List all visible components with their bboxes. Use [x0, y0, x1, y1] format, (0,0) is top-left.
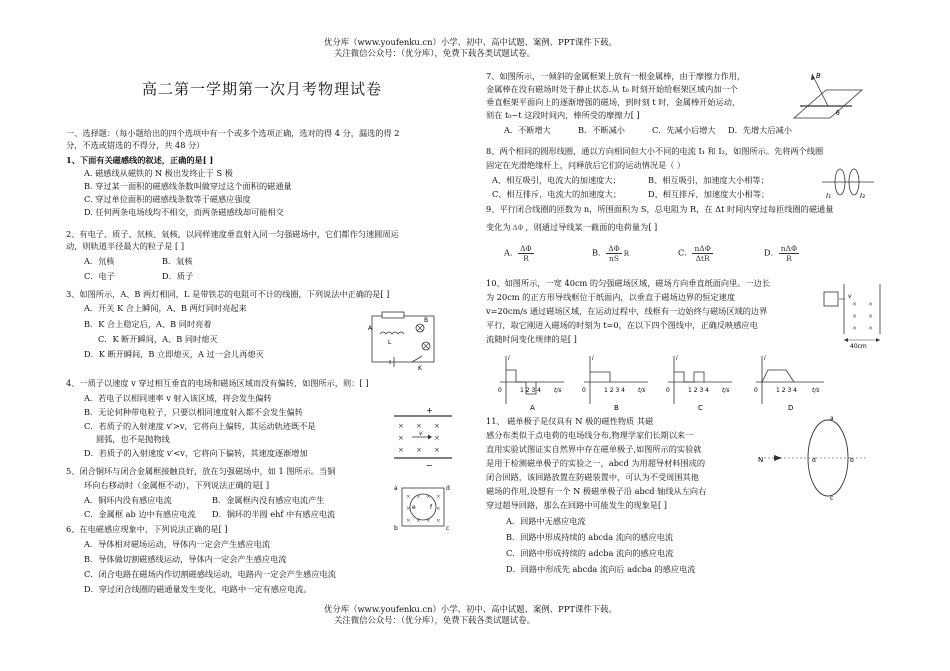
- q10-graph-a-i: i: [508, 355, 510, 362]
- q10-line-5: 流随时间变化规律的是[ ]: [486, 334, 577, 344]
- q4-fig-v: v: [419, 430, 423, 437]
- q11-fig-n: N: [758, 456, 764, 464]
- q9-line-1: 9、平行闭合线圈的匝数为 n，所围面积为 S，总电阻为 R，在 Δt 时间内穿过每匝线圈的磁通量: [486, 204, 834, 214]
- q8-option-b: B、相互吸引，加速度大小相等；: [648, 175, 769, 185]
- q2-option-b: B．氚核: [162, 256, 193, 266]
- svg-text:×: ×: [436, 494, 441, 500]
- q9-option-b-den: nS: [609, 254, 619, 263]
- q9-option-a-den: R: [523, 254, 529, 263]
- q3-option-a: A．开关 K 合上瞬间，A、B 两灯同时亮起来: [84, 303, 247, 313]
- q11-line-6: 磁场的作用,设想有一个 N 极磁单极子沿 abcd 轴线从左向右: [486, 486, 707, 496]
- q5-stem-1: 5、闭合铜环与闭合金属框接触良好，放在匀强磁场中，如 1 图所示。当铜: [66, 466, 336, 476]
- q11-option-b: B．回路中形成持续的 abcda 流向的感应电流: [506, 532, 674, 542]
- footer-line-2: 关注微信公众号：（优分库），免费下载各类试题试卷。: [334, 615, 535, 625]
- svg-text:×: ×: [434, 446, 440, 454]
- q6-option-b: B．导体做切割磁感线运动，导体内一定会产生感应电流: [84, 554, 287, 564]
- svg-text:×: ×: [852, 313, 858, 320]
- q2-option-d: D．质子: [162, 271, 194, 281]
- q11-line-2: 感分布类似于点电荷的电场线分布,物理学家们长期以来一: [486, 430, 694, 440]
- q8-line-2: 固定在光滑绝缘杆上，问释放后它们的运动情况是（ ）: [486, 160, 686, 170]
- q10-graph-c: [666, 355, 732, 412]
- q5-fig-d: d: [446, 485, 450, 492]
- q9-option-b-num: ΔΦ: [608, 244, 620, 253]
- q10-line-1: 10、如图所示，一宽 40cm 的匀强磁场区域，磁场方向垂直纸面向里。一边长: [486, 278, 771, 288]
- q7-option-c: C．先减小后增大: [652, 125, 716, 135]
- q6-option-c: C．闭合电路在磁场内作切割磁感线运动，电路内一定会产生感应电流: [84, 569, 336, 579]
- q3-option-c: C．K 断开瞬间，A、B 同时熄灭: [98, 334, 218, 344]
- page-title: 高二第一学期第一次月考物理试卷: [142, 80, 383, 98]
- q11-line-1: 11、 磁单极子是仅具有 N 极的磁性物质 其磁: [486, 416, 654, 426]
- q6-option-d: D．穿过闭合线圈的磁通量发生变化，电路中一定有感应电流。: [84, 584, 312, 594]
- q9-option-d-num: nΔΦ: [780, 244, 798, 253]
- q9-option-b-label: B．: [592, 247, 607, 258]
- q3-option-b: B．K 合上稳定后，A、B 同时亮着: [84, 319, 212, 329]
- q5-option-d: D．铜环的半圆 ehf 中有感应电流: [212, 509, 336, 519]
- q5-fig-f: f: [430, 504, 433, 511]
- q5-stem-2: 环向右移动时（金属框不动），下列说法正确的是[ ]: [84, 480, 270, 490]
- q10-graph-b-label: B: [614, 404, 619, 412]
- q4-fig-minus: −: [426, 461, 433, 470]
- q11-line-7: 穿过超导回路，那么在回路中可能发生的现象是[ ]: [486, 500, 667, 510]
- q10-graph-c-label: C: [698, 404, 703, 412]
- q5-fig-e: e: [412, 504, 416, 511]
- svg-text:×: ×: [852, 301, 858, 308]
- q8-option-d: D、相互排斥，加速度大小相等；: [648, 189, 770, 199]
- q3-stem: 3、如图所示，A、B 两灯相同，L 是带铁芯的电阻可不计的线圈，下列说法中正确的是[ ]: [66, 289, 390, 299]
- q9-delta-phi: ΔΦ: [512, 224, 524, 232]
- q11-loop-diagram: [756, 414, 872, 500]
- q10-graph-b-origin: 0: [582, 387, 586, 394]
- q10-graph-b-ticks: 1 2 3 4: [604, 387, 625, 394]
- q10-graph-a-ticks: 1 2 3 4: [520, 387, 541, 394]
- q5-option-a: A．铜环内没有感应电流: [84, 495, 172, 505]
- q2-stem-1: 2、有电子、质子、氘核、氚核，以同样速度垂直射入同一匀强磁场中，它们都作匀速圆周运: [66, 229, 399, 239]
- q7-fig-b: B: [816, 72, 821, 80]
- q9-option-a: [504, 244, 534, 263]
- q11-fig-a: a: [830, 415, 834, 422]
- svg-text:×: ×: [398, 434, 404, 442]
- q3-fig-label-l: L: [388, 339, 392, 346]
- q9-line-2-prefix: 变化为: [486, 222, 511, 232]
- q4-field-diagram: [392, 404, 454, 468]
- q10-field-diagram: [822, 284, 884, 350]
- q10-graph-d-t: t/s: [812, 387, 820, 394]
- svg-text:×: ×: [868, 313, 874, 320]
- q10-line-2: 为 20cm 的正方形导线框位于纸面内，以垂直于磁场边界的恒定速度: [486, 292, 736, 302]
- q8-coils-diagram: [820, 166, 876, 200]
- q5-ring-frame-diagram: [394, 480, 452, 532]
- q10-fig-v: v: [848, 293, 852, 300]
- q5-option-b: B．金属框内没有感应电流产生: [212, 495, 325, 505]
- q10-graph-d-ticks: 1 2 3 4: [776, 387, 797, 394]
- q5-fig-a: a: [394, 485, 398, 492]
- svg-text:×: ×: [406, 494, 411, 500]
- svg-text:×: ×: [868, 301, 874, 308]
- svg-text:×: ×: [436, 506, 441, 512]
- q8-fig-i2: I₂: [860, 192, 865, 200]
- q7-line-1: 7、如图所示，一倾斜的金属框架上放有一根金属棒，由于摩擦力作用，: [486, 71, 746, 81]
- svg-text:×: ×: [436, 518, 441, 524]
- q10-fig-width: 40cm: [850, 343, 867, 350]
- q11-line-5: 闭合回路，该回路放置在防磁装置中，可认为不受周围其他: [486, 472, 699, 482]
- q11-fig-b: b: [850, 457, 854, 464]
- q6-stem: 6、在电磁感应现象中，下列说法正确的是[ ]: [66, 524, 228, 534]
- q1-option-a: A. 磁感线从磁铁的 N 极出发终止于 S 极: [84, 168, 233, 178]
- q11-line-3: 直用实验试图证实自然界中存在磁单极子,如图所示的实验就: [486, 444, 702, 454]
- q9-option-c-label: C．: [678, 247, 693, 258]
- header-line-2: 关注微信公众号：（优分库），免费下载各类试题试卷。: [334, 48, 535, 58]
- svg-text:×: ×: [852, 325, 858, 332]
- svg-text:×: ×: [416, 494, 421, 500]
- svg-text:×: ×: [426, 494, 431, 500]
- q4-option-c-1: C．若质子的入射速度 v′>v，它将向上偏转，其运动轨迹既不是: [84, 421, 316, 431]
- q1-stem: 1、下面有关磁感线的叙述，正确的是[ ]: [66, 155, 214, 165]
- q2-option-a: A．氘核: [84, 256, 115, 266]
- svg-text:×: ×: [416, 422, 422, 430]
- q10-line-4: 平行，取它刚进入磁场的时刻为 t=0，在以下四个图线中，正确反映感应电: [486, 320, 758, 330]
- q4-stem: 4、一质子以速度 v 穿过相互垂直的电场和磁场区域而没有偏转，如图所示，则：[ ]: [66, 378, 369, 388]
- q1-option-c: C. 穿过单位面积的磁感线条数等于磁感应强度: [84, 194, 251, 204]
- q7-line-4: 则在 t₀~t 这段时间内，棒所受的摩擦力[ ]: [486, 110, 640, 120]
- svg-text:×: ×: [434, 422, 440, 430]
- q4-fig-plus: +: [426, 406, 433, 415]
- q10-graph-a-origin: 0: [498, 387, 502, 394]
- header-line-1: 优分库（www.youfenku.cn）小学、初中、高中试题、案例、PPT课件下载。: [324, 37, 617, 47]
- q3-fig-label-b: B: [424, 317, 429, 324]
- svg-text:×: ×: [416, 518, 421, 524]
- q2-option-c: C．电子: [84, 271, 115, 281]
- svg-text:×: ×: [416, 446, 422, 454]
- q6-option-a: A．导体相对磁场运动，导体内一定会产生感应电流: [84, 539, 271, 549]
- q2-stem-2: 动，则轨道半径最大的粒子是 [ ]: [66, 241, 185, 251]
- q11-fig-d: d: [812, 457, 816, 464]
- q9-option-c: [678, 244, 713, 263]
- footer-line-1: 优分库（www.youfenku.cn）小学、初中、高中试题、案例、PPT课件下载。: [324, 604, 617, 614]
- svg-text:×: ×: [398, 446, 404, 454]
- q8-line-1: 8、两个相同的圆形线圈，通以方向相同但大小不同的电流 I₁ 和 I₂，如图所示。先将两个线圈: [486, 146, 824, 156]
- q3-option-d: D．K 断开瞬间，B 立即熄灭，A 过一会儿再熄灭: [84, 349, 264, 359]
- q9-line-2: [486, 222, 657, 234]
- q10-graph-c-origin: 0: [666, 387, 670, 394]
- q5-fig-c: c: [446, 525, 450, 532]
- q10-graph-c-t: t/s: [722, 387, 730, 394]
- q11-option-d: D．回路中形成先 abcda 流向后 adcba 的感应电流: [506, 564, 696, 574]
- q10-graph-d: [754, 355, 824, 412]
- q7-fig-theta: θ: [836, 110, 840, 117]
- section-instructions-1: 一、选择题：（每小题给出的四个选项中有一个或多个选项正确，选对的得 4 分，漏选的得 2: [66, 128, 400, 138]
- q10-graph-d-i: i: [764, 355, 766, 362]
- q4-option-b: B．无论何种带电粒子，只要以相同速度射入都不会发生偏转: [84, 407, 303, 417]
- q8-fig-i1: I₁: [826, 192, 831, 200]
- q7-option-b: B．不断减小: [578, 125, 625, 135]
- q9-option-a-label: A．: [504, 247, 519, 258]
- q3-fig-label-k: K: [418, 365, 422, 372]
- q9-option-a-num: ΔΦ: [520, 244, 532, 253]
- svg-text:×: ×: [406, 518, 411, 524]
- q10-graph-a-label: A: [530, 404, 535, 412]
- q10-graph-d-label: D: [788, 404, 794, 412]
- q5-fig-b: b: [394, 525, 398, 532]
- q9-option-d-den: R: [786, 254, 792, 263]
- q10-graph-b-t: t/s: [638, 387, 646, 394]
- svg-text:×: ×: [406, 506, 411, 512]
- q4-option-c-2: 圆弧，也不是抛物线: [96, 434, 170, 444]
- q3-fig-label-a: A: [368, 325, 373, 332]
- q10-graph-c-i: i: [676, 355, 678, 362]
- q1-option-d: D. 任何两条电场线均不相交，而两条磁感线却可能相交: [84, 207, 284, 217]
- q8-option-c: C、相互排斥，电流大的加速度大；: [492, 189, 622, 199]
- svg-text:×: ×: [426, 518, 431, 524]
- q7-option-d: D．先增大后减小: [728, 125, 792, 135]
- q9-option-d: [764, 244, 799, 263]
- q10-graph-b: [582, 355, 648, 412]
- q1-option-b: B. 穿过某一面积的磁感线条数叫做穿过这个面积的磁通量: [84, 181, 292, 191]
- q5-option-c: C．金属框 ab 边中有感应电流: [84, 509, 196, 519]
- q9-option-c-num: nΔΦ: [694, 244, 711, 253]
- q10-graph-c-ticks: 1 2 3 4: [688, 387, 709, 394]
- svg-text:×: ×: [434, 434, 440, 442]
- q8-option-a: A、相互吸引，电流大的加速度大；: [492, 175, 621, 185]
- q9-option-b-tail: R: [623, 249, 630, 258]
- svg-text:×: ×: [868, 325, 874, 332]
- q10-graph-a-t: t/s: [554, 387, 562, 394]
- q4-option-a: A．若电子以相同速率 v 射入该区域，将会发生偏转: [84, 393, 272, 403]
- q9-line-2-suffix: ，则通过导线某一截面的电荷量为[ ]: [525, 222, 658, 232]
- q9-option-c-den: ΔtR: [695, 254, 710, 263]
- q7-incline-diagram: [790, 70, 866, 128]
- q11-option-a: A．回路中无感应电流: [506, 516, 586, 526]
- q7-line-3: 垂直框架平面向上的逐渐增强的磁场，到时刻 t 时，金属棒开始运动，: [486, 97, 741, 107]
- q10-graphs: [486, 352, 834, 412]
- q11-option-c: C．回路中形成持续的 adcba 流向的感应电流: [506, 548, 674, 558]
- q11-line-4: 是用于检测磁单极子的实验之一，abcd 为用超导材料围成的: [486, 458, 706, 468]
- q10-graph-b-i: i: [592, 355, 594, 362]
- q9-option-d-label: D．: [764, 247, 779, 258]
- section-instructions-2: 分，不选或错选的不得分，共 48 分）: [66, 140, 205, 150]
- svg-text:×: ×: [398, 422, 404, 430]
- q10-graph-d-origin: 0: [754, 387, 758, 394]
- q7-option-a: A．不断增大: [504, 125, 551, 135]
- q11-fig-c: c: [830, 495, 834, 502]
- q4-option-d: D．若质子的入射速度 v′<v，它将向下偏转，其速度逐渐增加: [84, 448, 308, 458]
- q7-line-2: 金属棒在没有磁场时处于静止状态.从 t₀ 时刻开始给框架区域内加一个: [486, 84, 738, 94]
- q9-option-b: [592, 244, 629, 263]
- q10-line-3: v=20cm/s 通过磁场区域，在运动过程中，线框有一边始终与磁场区域的边界: [486, 306, 768, 316]
- q10-graph-a: [498, 355, 564, 412]
- q3-circuit-diagram: [366, 306, 444, 370]
